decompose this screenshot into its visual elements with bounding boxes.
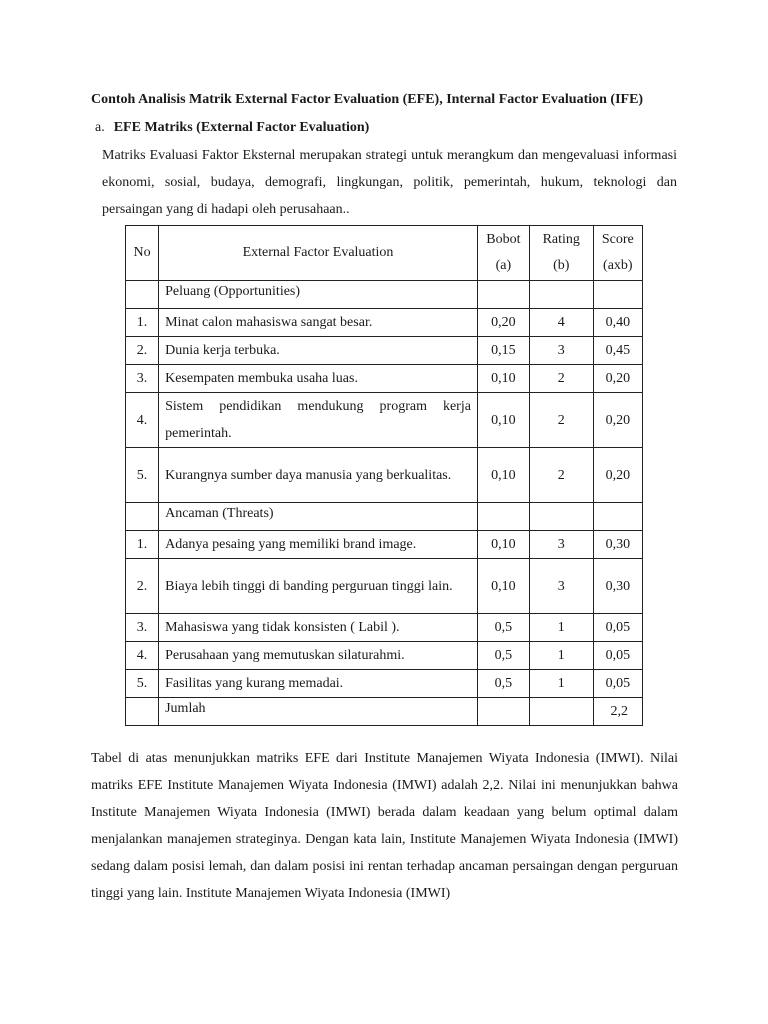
cell-rating: 3 (529, 531, 593, 559)
cell-no: 4. (126, 642, 159, 670)
cell-weight: 0,10 (477, 531, 529, 559)
cell-weight: 0,5 (477, 670, 529, 698)
cell-no: 4. (126, 393, 159, 448)
group-row-opportunities (126, 281, 643, 309)
cell-no: 5. (126, 670, 159, 698)
cell-score: 0,05 (593, 642, 642, 670)
cell-factor: Dunia kerja terbuka. (159, 337, 478, 365)
cell-weight: 0,10 (477, 559, 529, 614)
cell-rating: 2 (529, 393, 593, 448)
cell-score: 0,05 (593, 614, 642, 642)
cell-rating: 2 (529, 448, 593, 503)
table-row (126, 642, 643, 670)
cell-rating: 1 (529, 670, 593, 698)
total-row (126, 698, 643, 726)
cell-weight: 0,20 (477, 309, 529, 337)
table-row (126, 448, 643, 503)
section-marker: a. (95, 120, 105, 135)
cell-factor: Fasilitas yang kurang memadai. (159, 670, 478, 698)
group-label-opportunities: Peluang (Opportunities) (159, 281, 478, 309)
cell-no: 5. (126, 448, 159, 503)
header-score: Score (axb) (593, 226, 642, 281)
header-no: No (126, 226, 159, 281)
group-label-threats: Ancaman (Threats) (159, 503, 478, 531)
table-row (126, 531, 643, 559)
cell-rating: 2 (529, 365, 593, 393)
section-heading (95, 120, 369, 136)
cell-rating: 3 (529, 559, 593, 614)
cell-no: 3. (126, 614, 159, 642)
cell-factor: Mahasiswa yang tidak konsisten ( Labil ). (159, 614, 478, 642)
header-rating: Rating (b) (529, 226, 593, 281)
cell-rating: 1 (529, 614, 593, 642)
cell-no: 1. (126, 531, 159, 559)
table-row (126, 393, 643, 448)
cell-weight: 0,15 (477, 337, 529, 365)
cell-no: 2. (126, 337, 159, 365)
total-score: 2,2 (593, 698, 642, 726)
efe-table (125, 225, 643, 726)
cell-rating: 4 (529, 309, 593, 337)
cell-score: 0,30 (593, 531, 642, 559)
cell-score: 0,20 (593, 448, 642, 503)
header-factor: External Factor Evaluation (159, 226, 478, 281)
cell-rating: 3 (529, 337, 593, 365)
cell-factor: Biaya lebih tinggi di banding perguruan tinggi lain. (159, 559, 478, 614)
cell-score: 0,45 (593, 337, 642, 365)
table-row (126, 670, 643, 698)
cell-weight: 0,5 (477, 642, 529, 670)
cell-factor: Perusahaan yang memutuskan silaturahmi. (159, 642, 478, 670)
cell-factor: Sistem pendidikan mendukung program kerja pemerintah. (159, 393, 478, 448)
cell-score: 0,30 (593, 559, 642, 614)
table-row (126, 614, 643, 642)
total-label: Jumlah (159, 698, 478, 726)
cell-rating: 1 (529, 642, 593, 670)
cell-weight: 0,10 (477, 393, 529, 448)
cell-score: 0,05 (593, 670, 642, 698)
table-row (126, 309, 643, 337)
table-row (126, 337, 643, 365)
cell-factor: Minat calon mahasiswa sangat besar. (159, 309, 478, 337)
cell-score: 0,40 (593, 309, 642, 337)
table-header-row (126, 226, 643, 281)
table-row (126, 559, 643, 614)
page-title: Contoh Analisis Matrik External Factor Evaluation (EFE), Internal Factor Evaluation (IFE) (91, 92, 644, 107)
header-weight: Bobot (a) (477, 226, 529, 281)
intro-paragraph: Matriks Evaluasi Faktor Eksternal merupakan strategi untuk merangkum dan mengevaluasi informasi ekonomi, sosial, budaya, demografi, lingkungan, politik, pemerintah, hukum, teknologi dan persaingan yang di hadapi oleh perusahaan.. (102, 148, 677, 217)
cell-weight: 0,10 (477, 365, 529, 393)
cell-score: 0,20 (593, 393, 642, 448)
table-row (126, 365, 643, 393)
cell-no: 1. (126, 309, 159, 337)
group-row-threats (126, 503, 643, 531)
cell-no: 2. (126, 559, 159, 614)
cell-no: 3. (126, 365, 159, 393)
cell-weight: 0,10 (477, 448, 529, 503)
cell-factor: Kesempaten membuka usaha luas. (159, 365, 478, 393)
cell-score: 0,20 (593, 365, 642, 393)
cell-factor: Adanya pesaing yang memiliki brand image. (159, 531, 478, 559)
cell-weight: 0,5 (477, 614, 529, 642)
cell-factor: Kurangnya sumber daya manusia yang berkualitas. (159, 448, 478, 503)
section-title: EFE Matriks (External Factor Evaluation) (113, 120, 370, 135)
conclusion-paragraph: Tabel di atas menunjukkan matriks EFE dari Institute Manajemen Wiyata Indonesia (IMWI). Nilai matriks EFE Institute Manajemen Wiyata Indonesia (IMWI) adalah 2,2. Nilai ini menunjukkan bahwa Institute Manajemen Wiyata Indonesia (IMWI) berada dalam keadaan yang belum optimal dalam menjalankan manajemen strateginya. Dengan kata lain, Institute Manajemen Wiyata Indonesia (IMWI) sedang dalam posisi lemah, dan dalam posisi ini rentan terhadap ancaman persaingan dengan perguruan tinggi yang lain. Institute Manajemen Wiyata Indonesia (IMWI) (91, 751, 678, 901)
